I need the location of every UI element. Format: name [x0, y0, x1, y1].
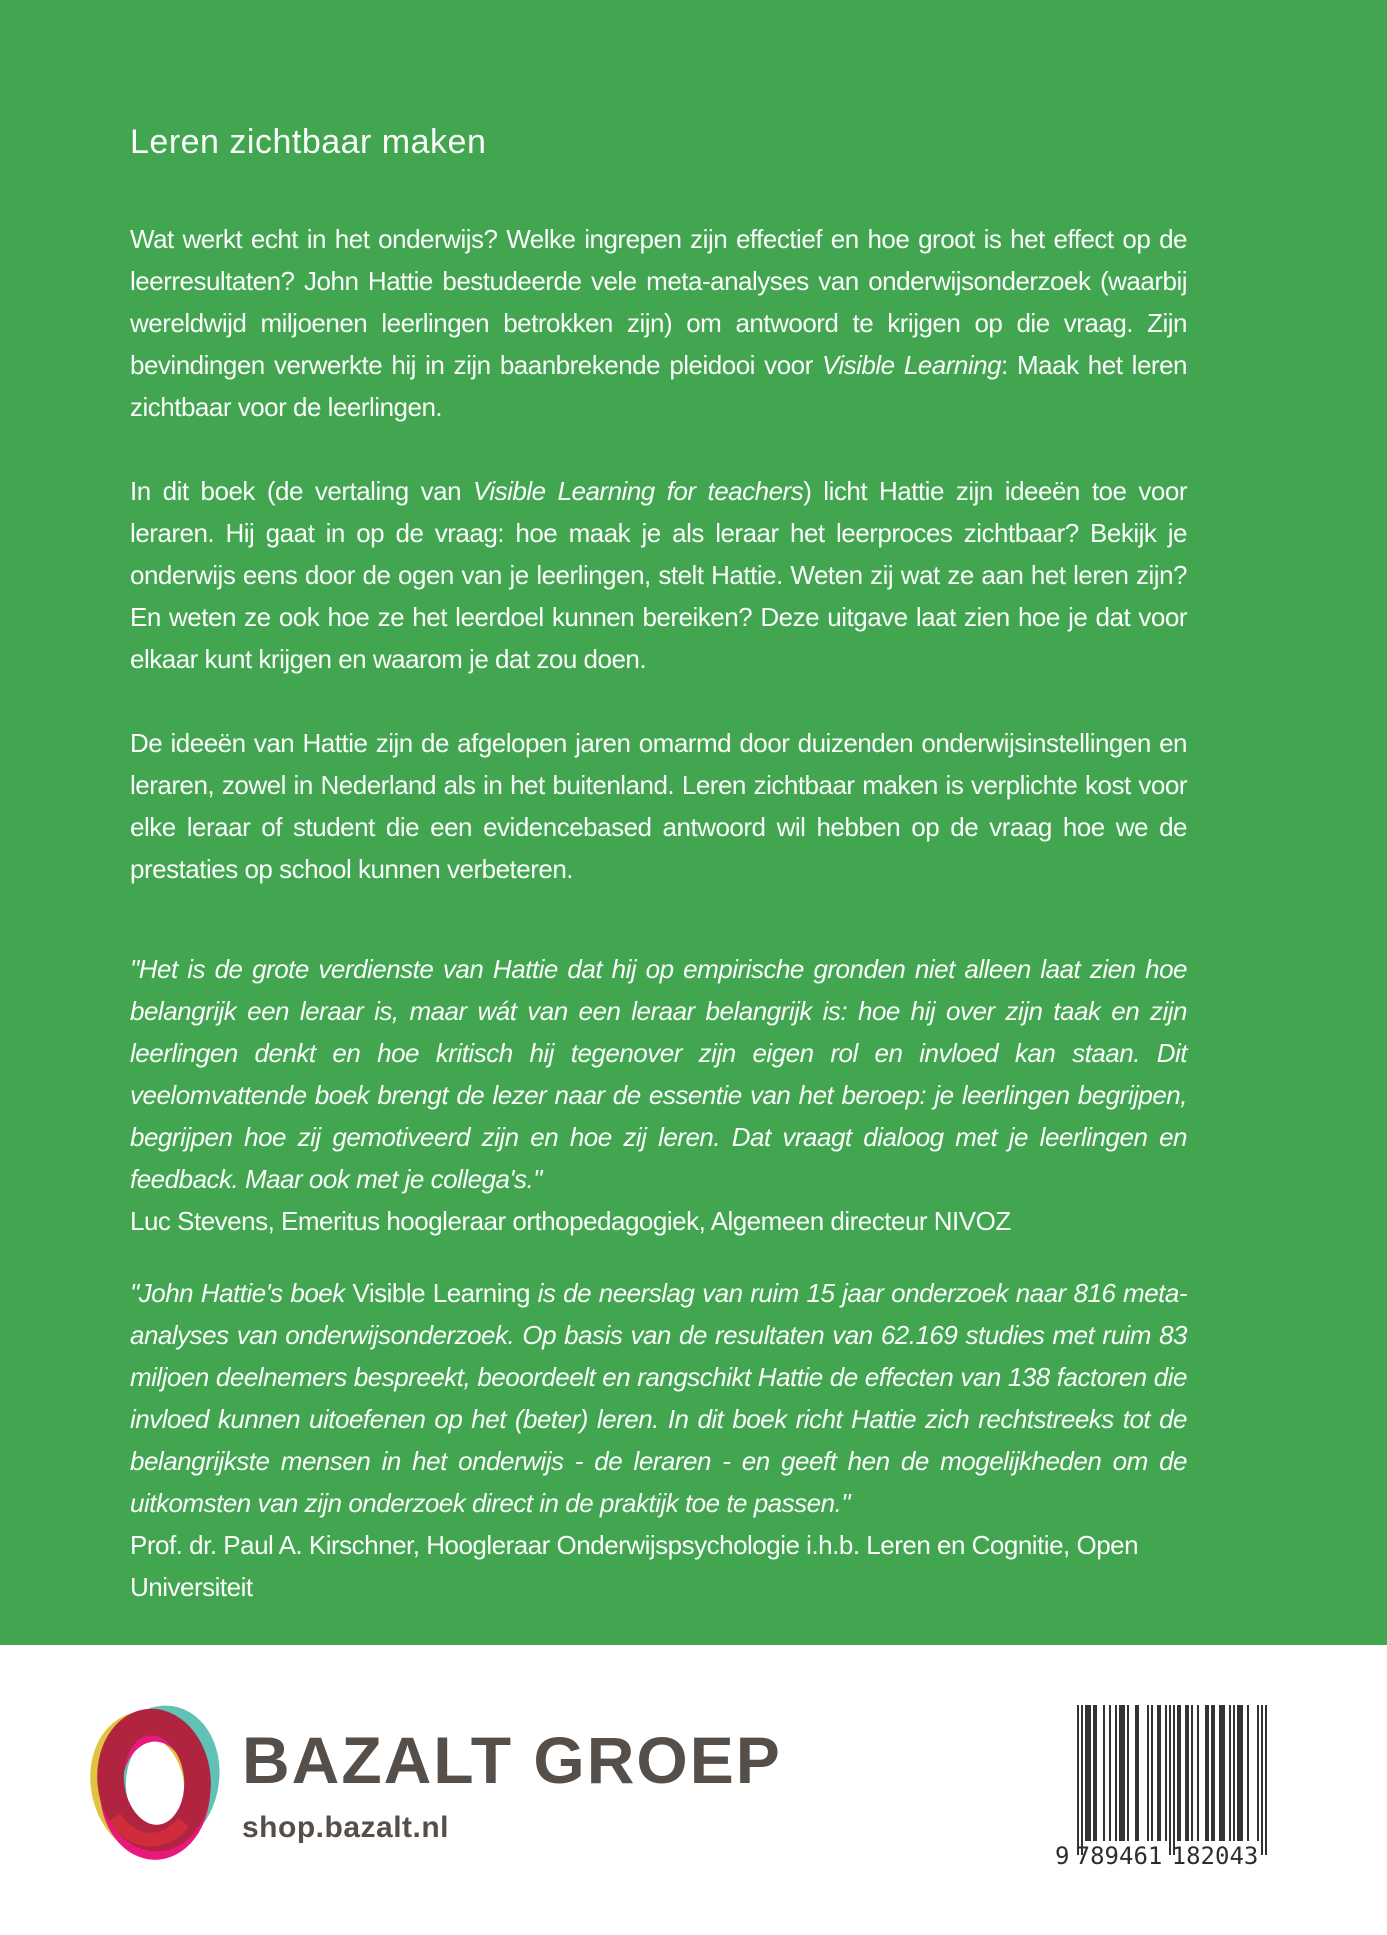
- barcode-digits: [1055, 1843, 1269, 1869]
- paragraph-1-text: Wat werkt echt in het onderwijs? Welke ingrepen zijn effectief en hoe groot is het effect op de leerresultaten? John Hattie bestudeerde vele meta-analyses van onderwijsonderzoek (waarbij wereldwijd miljoenen leerlingen betrokken zijn) om antwoord te krijgen op die vraag. Zijn bevindingen verwerkte hij in zijn baanbrekende pleidooi voor: [130, 224, 1187, 380]
- barcode-digits-left: 789461: [1075, 1842, 1163, 1870]
- testimonial-2-attribution: Prof. dr. Paul A. Kirschner, Hoogleraar Onderwijspsychologie i.h.b. Leren en Cognitie, Open Universiteit: [130, 1530, 1139, 1602]
- paragraph-2-text: In dit boek (de vertaling van: [130, 476, 473, 506]
- paragraph-2-book-title: Visible Learning for teachers: [472, 476, 804, 506]
- isbn-barcode: [1055, 1701, 1269, 1869]
- paragraph-2-tail: ) licht Hattie zijn ideeën toe voor leraren. Hij gaat in op de vraag: hoe maak je als leraar het leerproces zichtbaar? Bekijk je onderwijs eens door de ogen van je leerlingen, stelt Hattie. Weten zij wat ze aan het leren zijn? En weten ze ook hoe ze het leerdoel kunnen bereiken? Deze uitgave laat zien hoe je dat voor elkaar kunt krijgen en waarom je dat zou doen.: [130, 476, 1188, 674]
- page-title: Leren zichtbaar maken: [130, 123, 487, 161]
- intro-paragraph-2: [130, 470, 1187, 680]
- testimonial-1: [130, 948, 1187, 1242]
- brand-block: [242, 1725, 782, 1845]
- shop-url: shop.bazalt.nl: [242, 1811, 450, 1844]
- testimonial-2-lead: "John Hattie's boek: [130, 1278, 353, 1308]
- testimonial-2-quote: [130, 1272, 1187, 1524]
- testimonial-1-quote: "Het is de grote verdienste van Hattie dat hij op empirische gronden niet alleen laat zien hoe belangrijk een leraar is, maar wát van een leraar belangrijk is: hoe hij over zijn taak en zijn leerlingen denkt en hoe kritisch hij tegenover zijn eigen rol en invloed kan staan. Dit veelomvattende boek brengt de lezer naar de essentie van het beroep: je leerlingen begrijpen, begrijpen hoe zij gemotiveerd zijn en hoe zij leren. Dat vraagt dialoog met je leerlingen en feedback. Maar ook met je collega's.": [130, 954, 1187, 1194]
- barcode-bar: [1265, 1705, 1267, 1855]
- barcode-digits-right: 182043: [1171, 1842, 1259, 1870]
- bazalt-ring-logo-icon: [90, 1699, 220, 1867]
- testimonial-2-book-title: Visible Learning: [352, 1278, 530, 1308]
- barcode-digit-lead: 9: [1055, 1842, 1070, 1870]
- testimonial-2: [130, 1272, 1187, 1608]
- bazalt-logo: [90, 1699, 220, 1872]
- intro-paragraph-3: De ideeën van Hattie zijn de afgelopen jaren omarmd door duizenden onderwijsinstellingen en leraren, zowel in Nederland als in het buitenland. Leren zichtbaar maken is verplichte kost voor elke leraar of student die een evidencebased antwoord wil hebben op de vraag hoe we de prestaties op school kunnen verbeteren.: [130, 728, 1187, 884]
- testimonial-2-tail: is de neerslag van ruim 15 jaar onderzoek naar 816 meta-analyses van onderwijsonderzoek. Op basis van de resultaten van 62.169 studies met ruim 83 miljoen deelnemers bespreekt, beoordeelt en rangschikt Hattie de effecten van 138 factoren die invloed kunnen uitoefenen op het (beter) leren. In dit boek richt Hattie zich rechtstreeks tot de belangrijkste mensen in het onderwijs - de leraren - en geeft hen de mogelijkheden om de uitkomsten van zijn onderzoek direct in de praktijk toe te passen.": [130, 1278, 1188, 1518]
- publisher-footer: [0, 1645, 1387, 1935]
- intro-paragraph-1: [130, 218, 1187, 428]
- paragraph-1-book-title: Visible Learning: [822, 350, 1002, 380]
- paragraph-1-tail: : Maak het leren zichtbaar voor de leerlingen.: [130, 350, 1187, 422]
- brand-name: BAZALT GROEP: [242, 1723, 782, 1797]
- testimonial-1-attribution: Luc Stevens, Emeritus hoogleraar orthopedagogiek, Algemeen directeur NIVOZ: [130, 1206, 1011, 1236]
- barcode-bars: [1077, 1705, 1269, 1855]
